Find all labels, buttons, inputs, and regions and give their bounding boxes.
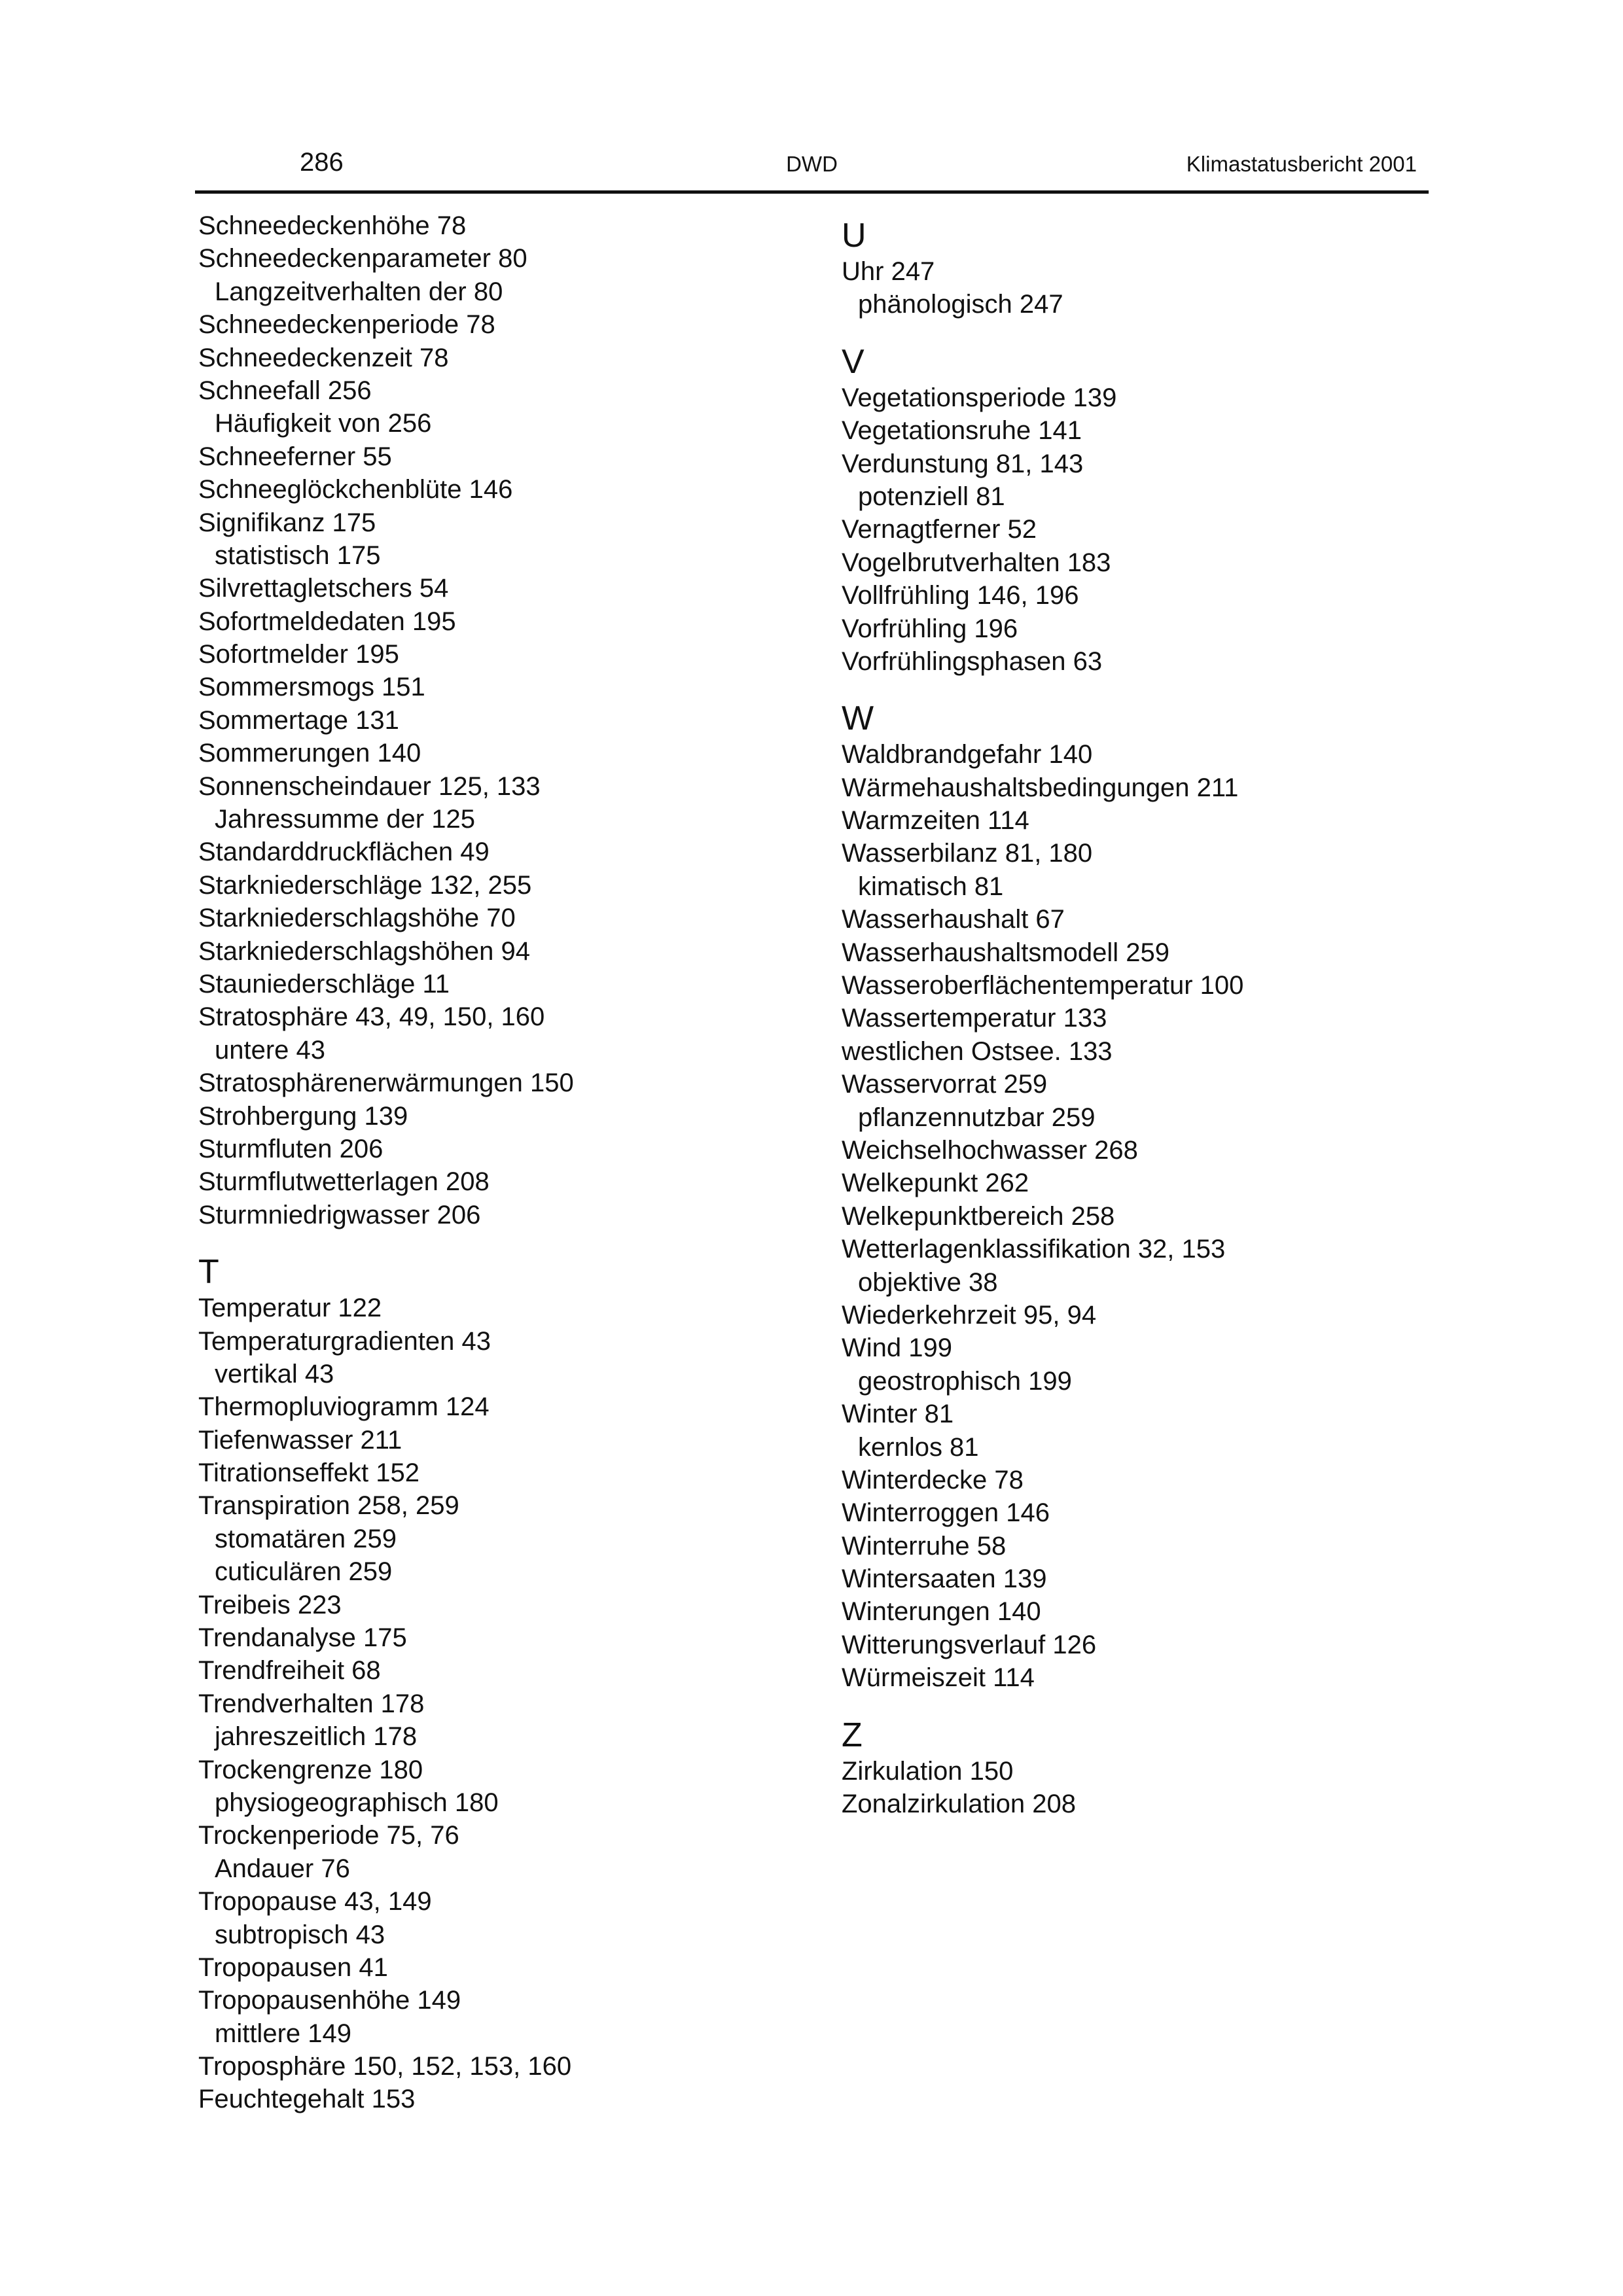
index-entry: Trockenperiode 75, 76	[198, 1821, 459, 1850]
index-block-w	[842, 738, 1470, 1694]
index-entry: Witterungsverlauf 126	[842, 1630, 1097, 1659]
index-entry: Sommertage 131	[198, 705, 399, 735]
page-header	[195, 143, 1429, 195]
index-entry: Schneeferner 55	[198, 442, 392, 471]
section-gap	[198, 1231, 827, 1246]
index-entry: westlichen Ostsee. 133	[842, 1036, 1113, 1066]
index-entry: Warmzeiten 114	[842, 806, 1029, 836]
index-entry: Winterdecke 78	[842, 1465, 1024, 1494]
index-subentry: subtropisch 43	[215, 1920, 385, 1949]
index-entry: Vorfrühlingsphasen 63	[842, 646, 1103, 676]
index-entry: Wasservorrat 259	[842, 1070, 1048, 1099]
index-entry: Tropopause 43, 149	[198, 1887, 432, 1916]
index-entry: Strohbergung 139	[198, 1101, 408, 1131]
index-entry: Starkniederschlagshöhe 70	[198, 904, 516, 933]
index-subentry: mittlere 149	[215, 2019, 351, 2048]
section-gap	[842, 678, 1470, 692]
index-entry: Tropopausen 41	[198, 1952, 388, 1982]
index-entry: Transpiration 258, 259	[198, 1491, 459, 1521]
index-subentry: Langzeitverhalten der 80	[215, 277, 503, 306]
index-entry: Trendverhalten 178	[198, 1689, 425, 1718]
index-entry: Vorfrühling 196	[842, 614, 1018, 643]
index-entry: Stratosphäre 43, 49, 150, 160	[198, 1002, 545, 1032]
index-entry: Starkniederschlagshöhen 94	[198, 936, 531, 966]
index-subentry: statistisch 175	[215, 540, 381, 570]
index-entry: Starkniederschläge 132, 255	[198, 870, 532, 900]
index-subentry: geostrophisch 199	[858, 1366, 1072, 1396]
header-rule	[195, 190, 1429, 194]
index-subentry: vertikal 43	[215, 1359, 334, 1388]
index-entry: Trendanalyse 175	[198, 1623, 407, 1653]
index-entry: Schneedeckenparameter 80	[198, 244, 527, 274]
publication-title: Klimastatusbericht 2001	[1186, 152, 1417, 176]
index-entry: Welkepunktbereich 258	[842, 1201, 1115, 1231]
index-letter-z: Z	[842, 1716, 863, 1754]
index-subentry: objektive 38	[858, 1267, 998, 1297]
index-entry: Stratosphärenerwärmungen 150	[198, 1069, 574, 1098]
index-entry: Signifikanz 175	[198, 508, 376, 537]
index-entry: Weichselhochwasser 268	[842, 1135, 1138, 1165]
index-entry: Welkepunkt 262	[842, 1169, 1029, 1198]
index-entry: Vogelbrutverhalten 183	[842, 548, 1111, 577]
index-entry: Vegetationsruhe 141	[842, 416, 1082, 446]
index-entry: Winterruhe 58	[842, 1531, 1007, 1561]
index-block-z	[842, 1755, 1470, 1821]
publisher-label: DWD	[786, 152, 838, 176]
index-subentry: Häufigkeit von 256	[215, 409, 432, 438]
index-entry: Titrationseffekt 152	[198, 1458, 419, 1488]
index-entry: Schneedeckenzeit 78	[198, 343, 449, 372]
index-letter-t: T	[198, 1253, 219, 1292]
index-entry: Sofortmelder 195	[198, 640, 399, 669]
index-entry: Sturmflutwetterlagen 208	[198, 1167, 490, 1197]
page-number: 286	[300, 148, 344, 177]
index-entry: Silvrettagletschers 54	[198, 574, 449, 603]
index-entry: Winter 81	[842, 1400, 954, 1429]
index-entry: Vollfrühling 146, 196	[842, 581, 1079, 610]
section-gap	[842, 321, 1470, 336]
index-block-v	[842, 381, 1470, 679]
index-subentry: Jahressumme der 125	[215, 805, 475, 834]
index-entry: Schneedeckenhöhe 78	[198, 211, 467, 240]
index-entry: Stauniederschläge 11	[198, 969, 450, 998]
index-entry: Winterroggen 146	[842, 1498, 1050, 1528]
index-entry: Sommersmogs 151	[198, 673, 425, 702]
index-entry: Wind 199	[842, 1333, 952, 1363]
index-entry: Troposphäre 150, 152, 153, 160	[198, 2052, 572, 2081]
index-entry: Würmeiszeit 114	[842, 1663, 1035, 1693]
index-subentry: cuticulären 259	[215, 1557, 393, 1587]
index-entry: Trendfreiheit 68	[198, 1656, 381, 1686]
index-entry: Verdunstung 81, 143	[842, 449, 1084, 478]
index-entry: Schneeglöckchenblüte 146	[198, 475, 513, 504]
index-subentry: phänologisch 247	[858, 290, 1063, 319]
index-entry: Wetterlagenklassifikation 32, 153	[842, 1235, 1226, 1264]
index-subentry: kimatisch 81	[858, 872, 1004, 901]
index-entry: Zirkulation 150	[842, 1756, 1014, 1786]
index-entry: Winterungen 140	[842, 1597, 1041, 1627]
index-subentry: stomatären 259	[215, 1524, 397, 1553]
index-entry: Sommerungen 140	[198, 739, 421, 768]
index-entry: Sofortmeldedaten 195	[198, 607, 456, 636]
index-entry: Wasserbilanz 81, 180	[842, 839, 1093, 868]
index-entry: Treibeis 223	[198, 1590, 342, 1619]
index-subentry: pflanzennutzbar 259	[858, 1103, 1096, 1132]
index-subentry: jahreszeitlich 178	[215, 1722, 418, 1752]
index-entry: Tropopausenhöhe 149	[198, 1986, 461, 2015]
index-entry: Temperatur 122	[198, 1294, 382, 1323]
index-block-t	[198, 1292, 827, 2116]
index-column-right	[842, 209, 1470, 1820]
index-entry: Vernagtferner 52	[842, 515, 1037, 544]
index-entry: Zonalzirkulation 208	[842, 1790, 1076, 1819]
index-letter-u: U	[842, 217, 866, 255]
index-entry: Temperaturgradienten 43	[198, 1326, 491, 1356]
index-entry: Sturmniedrigwasser 206	[198, 1200, 481, 1229]
index-column-left	[198, 209, 827, 2116]
index-entry: Vegetationsperiode 139	[842, 383, 1117, 412]
index-block-s	[198, 209, 827, 1231]
index-entry: Wassertemperatur 133	[842, 1004, 1107, 1033]
index-entry: Thermopluviogramm 124	[198, 1392, 490, 1422]
index-subentry: untere 43	[215, 1035, 326, 1065]
index-entry: Feuchtegehalt 153	[198, 2085, 416, 2114]
index-entry: Sturmfluten 206	[198, 1134, 383, 1163]
index-subentry: kernlos 81	[858, 1432, 979, 1462]
section-gap	[842, 1695, 1470, 1709]
index-subentry: potenziell 81	[858, 482, 1005, 511]
index-entry: Schneefall 256	[198, 376, 372, 405]
index-entry: Schneedeckenperiode 78	[198, 310, 495, 340]
index-entry: Wasseroberflächentemperatur 100	[842, 971, 1244, 1000]
index-entry: Tiefenwasser 211	[198, 1425, 402, 1455]
index-entry: Uhr 247	[842, 257, 935, 286]
index-entry: Waldbrandgefahr 140	[842, 740, 1093, 769]
index-entry: Wintersaaten 139	[842, 1564, 1047, 1594]
index-entry: Wärmehaushaltsbedingungen 211	[842, 773, 1239, 802]
index-subentry: physiogeographisch 180	[215, 1788, 499, 1817]
index-subentry: Andauer 76	[215, 1854, 350, 1883]
index-entry: Wiederkehrzeit 95, 94	[842, 1300, 1097, 1330]
index-block-u	[842, 255, 1470, 321]
index-entry: Trockengrenze 180	[198, 1755, 423, 1784]
index-entry: Sonnenscheindauer 125, 133	[198, 771, 541, 801]
index-letter-v: V	[842, 342, 865, 381]
index-entry: Standarddruckflächen 49	[198, 838, 490, 867]
index-letter-w: W	[842, 699, 874, 738]
index-entry: Wasserhaushalt 67	[842, 905, 1065, 934]
index-entry: Wasserhaushaltsmodell 259	[842, 938, 1169, 967]
